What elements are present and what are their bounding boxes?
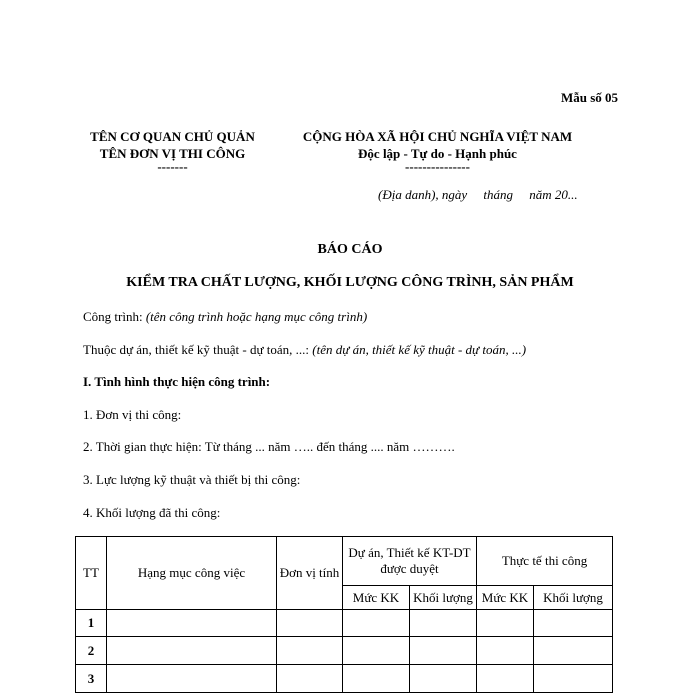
section-heading: I. Tình hình thực hiện công trình: (83, 374, 271, 389)
row-number: 2 (76, 637, 107, 665)
cell-actual-volume[interactable] (534, 610, 613, 637)
cell-approved-level[interactable] (343, 665, 410, 693)
cell-actual-level[interactable] (477, 610, 534, 637)
item-resources: 3. Lực lượng kỹ thuật và thiết bị thi công: (83, 472, 301, 487)
unit-name: TÊN ĐƠN VỊ THI CÔNG (99, 146, 246, 161)
country-name: CỘNG HÒA XÃ HỘI CHỦ NGHĨA VIỆT NAM (302, 129, 573, 144)
cell-actual-level[interactable] (477, 637, 534, 665)
agency-name: TÊN CƠ QUAN CHỦ QUẢN (90, 129, 255, 144)
report-title: BÁO CÁO (317, 242, 383, 257)
agency-header (70, 128, 275, 172)
cell-unit[interactable] (277, 637, 343, 665)
cell-unit[interactable] (277, 665, 343, 693)
table-row (76, 610, 613, 637)
header-work-item: Hạng mục công việc (107, 537, 277, 610)
cell-work-item[interactable] (107, 610, 277, 637)
cell-approved-volume[interactable] (410, 637, 477, 665)
cell-approved-volume[interactable] (410, 665, 477, 693)
row-number: 3 (76, 665, 107, 693)
belongs-label: Thuộc dự án, thiết kế kỹ thuật - dự toán, ...: (83, 342, 313, 357)
cell-work-item[interactable] (107, 665, 277, 693)
header-tt: TT (76, 537, 107, 610)
cell-approved-level[interactable] (343, 637, 410, 665)
cell-approved-level[interactable] (343, 610, 410, 637)
form-number: Mẫu số 05 (560, 90, 618, 105)
subheader-actual-volume: Khối lượng (534, 586, 613, 610)
report-subtitle: KIỂM TRA CHẤT LƯỢNG, KHỐI LƯỢNG CÔNG TRÌNH, SẢN PHẨM (126, 275, 574, 290)
subheader-approved-volume: Khối lượng (410, 586, 477, 610)
belongs-value: (tên dự án, thiết kế kỹ thuật - dự toán, ...) (312, 342, 527, 357)
item-volume: 4. Khối lượng đã thi công: (83, 505, 221, 520)
row-number: 1 (76, 610, 107, 637)
belongs-line (83, 342, 526, 358)
header-approved: Dự án, Thiết kế KT-DT được duyệt (343, 537, 477, 586)
subheader-actual-level: Mức KK (477, 586, 534, 610)
project-value: (tên công trình hoặc hạng mục công trình) (145, 309, 368, 324)
agency-dash: ------- (157, 159, 188, 174)
table-row (76, 665, 613, 693)
cell-actual-volume[interactable] (534, 665, 613, 693)
national-header (270, 128, 605, 172)
cell-work-item[interactable] (107, 637, 277, 665)
project-line (83, 309, 367, 325)
item-contractor: 1. Đơn vị thi công: (83, 407, 182, 422)
cell-unit[interactable] (277, 610, 343, 637)
motto: Độc lập - Tự do - Hạnh phúc (358, 146, 517, 161)
cell-actual-volume[interactable] (534, 637, 613, 665)
item-duration: 2. Thời gian thực hiện: Từ tháng ... năm ….. đến tháng .... năm ………. (83, 439, 455, 454)
motto-dash: --------------- (405, 159, 470, 174)
project-label: Công trình: (83, 309, 146, 324)
table-row (76, 637, 613, 665)
header-unit: Đơn vị tính (277, 537, 343, 610)
volume-table (75, 536, 613, 693)
header-actual: Thực tế thi công (477, 537, 613, 586)
subheader-approved-level: Mức KK (343, 586, 410, 610)
place-date: (Địa danh), ngày tháng năm 20... (378, 187, 578, 202)
cell-actual-level[interactable] (477, 665, 534, 693)
cell-approved-volume[interactable] (410, 610, 477, 637)
